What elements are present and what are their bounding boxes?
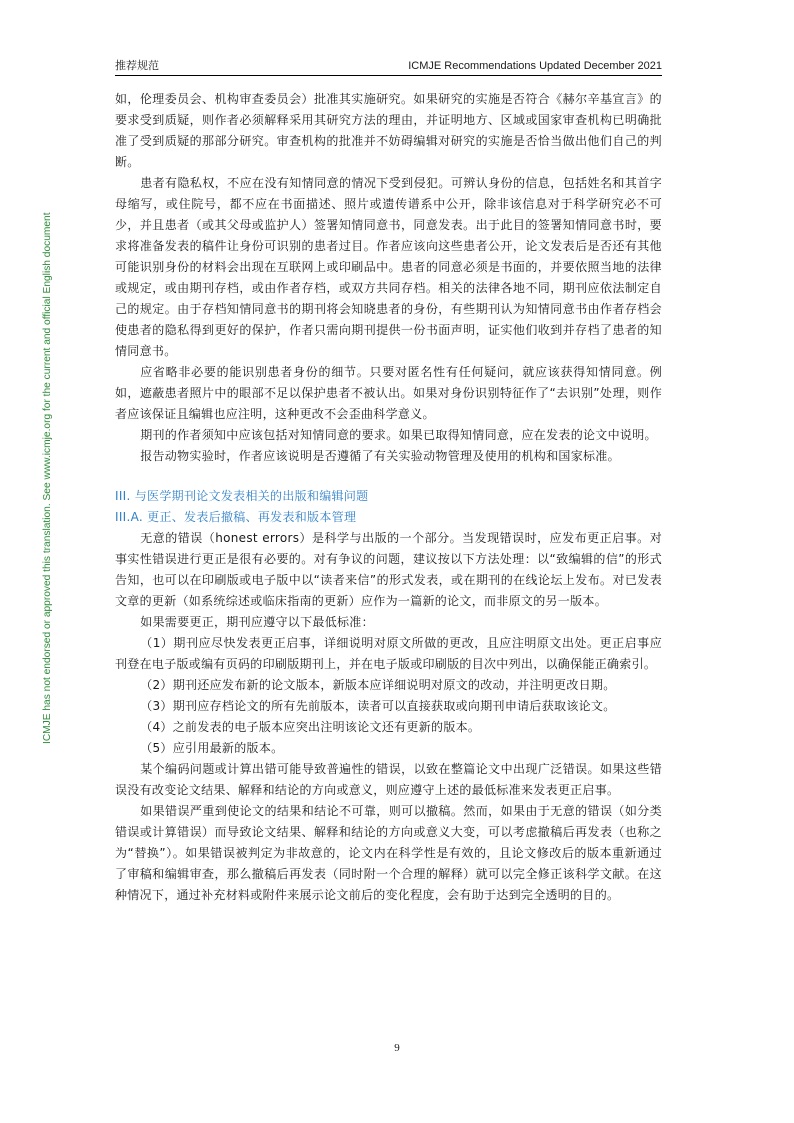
paragraph: 如果错误严重到使论文的结果和结论不可靠，则可以撤稿。然而，如果由于无意的错误（如分类错误或计算错误）而导致论文结果、解释和结论的方向或意义大变，可以考虑撤稿后再发表（也称之为“替换”）。如果错误被判定为非故意的，论文内在科学性是有效的，且论文修改后的版本重新通过了审稿和编辑审查，那么撤稿后再发表（同时附一个合理的解释）就可以完全修正该科学文献。在这种情况下，通过补充材料或附件来展示论文前后的变化程度，会有助于达到完全透明的目的。 <box>115 804 662 902</box>
list-item: （3）期刊应存档论文的所有先前版本，读者可以直接获取或向期刊申请后获取该论文。 <box>140 699 616 713</box>
paragraph: 报告动物实验时，作者应该说明是否遵循了有关实验动物管理及使用的机构和国家标准。 <box>140 449 620 463</box>
header-doc-info: ICMJE Recommendations Updated December 2021 <box>408 60 662 72</box>
subsection-heading: III.A. 更正、发表后撤稿、再发表和版本管理 <box>115 510 357 524</box>
section-heading: III. 与医学期刊论文发表相关的出版和编辑问题 <box>115 489 369 503</box>
page-header <box>115 57 662 76</box>
list-item: （1）期刊应尽快发表更正启事，详细说明对原文所做的更改，且应注明原文出处。更正启事应刊登在电子版或编有页码的印刷版期刊上，并在电子版或印刷版的目次中列出，以确保能正确索引。 <box>115 636 662 671</box>
body-text <box>115 89 662 906</box>
paragraph: 无意的错误（honest errors）是科学与出版的一个部分。当发现错误时，应发布更正启事。对事实性错误进行更正是很有必要的。对有争议的问题，建议按以下方法处理：以“致编辑的信”的形式告知，也可以在印刷版或电子版中以“读者来信”的形式发表，或在期刊的在线论坛上发布。对已发表文章的更新（如系统综述或临床指南的更新）应作为一篇新的论文，而非原文的另一版本。 <box>115 531 662 608</box>
list-item: （4）之前发表的电子版本应突出注明该论文还有更新的版本。 <box>140 720 481 734</box>
page-number: 9 <box>394 1042 400 1054</box>
paragraph: 如果需要更正，期刊应遵守以下最低标准： <box>140 615 374 629</box>
list-item: （2）期刊还应发布新的论文版本，新版本应详细说明对原文的改动，并注明更改日期。 <box>140 678 616 692</box>
header-title: 推荐规范 <box>115 59 159 72</box>
paragraph: 应省略非必要的能识别患者身份的细节。只要对匿名性有任何疑问，就应该获得知情同意。例如，遮蔽患者照片中的眼部不足以保护患者不被认出。如果对身份识别特征作了“去识别”处理，则作者应该保证且编辑也应注明，这种更改不会歪曲科学意义。 <box>115 365 662 421</box>
paragraph: 某个编码问题或计算出错可能导致普遍性的错误，以致在整篇论文中出现广泛错误。如果这些错误没有改变论文结果、解释和结论的方向或意义，则应遵守上述的最低标准来发表更正启事。 <box>115 762 662 797</box>
paragraph: 如，伦理委员会、机构审查委员会）批准其实施研究。如果研究的实施是否符合《赫尔辛基宣言》的要求受到质疑，则作者必须解释采用其研究方法的理由，并证明地方、区域或国家审查机构已明确批准了受到质疑的那部分研究。审查机构的批准并不妨碍编辑对研究的实施是否恰当做出他们自己的判断。 <box>115 92 662 169</box>
translation-disclaimer: ICMJE has not endorsed or approved this translation. See www.icmje.org for the current and official English document <box>42 212 53 744</box>
paragraph: 患者有隐私权，不应在没有知情同意的情况下受到侵犯。可辨认身份的信息，包括姓名和其首字母缩写，或住院号，都不应在书面描述、照片或遗传谱系中公开，除非该信息对于科学研究必不可少，并且患者（或其父母或监护人）签署知情同意书，同意发表。出于此目的签署知情同意书时，要求将准备发表的稿件让身份可识别的患者过目。作者应该向这些患者公开，论文发表后是否还有其他可能识别身份的材料会出现在互联网上或印刷品中。患者的同意必须是书面的，并要依照当地的法律或规定，或由期刊存档，或由作者存档，或双方共同存档。相关的法律各地不同，期刊应依法制定自己的规定。由于存档知情同意书的期刊将会知晓患者的身份，有些期刊认为知情同意书由作者存档会使患者的隐私得到更好的保护，作者只需向期刊提供一份书面声明，证实他们收到并存档了患者的知情同意书。 <box>115 176 662 358</box>
list-item: （5）应引用最新的版本。 <box>140 741 284 755</box>
paragraph: 期刊的作者须知中应该包括对知情同意的要求。如果已取得知情同意，应在发表的论文中说明。 <box>140 428 657 442</box>
